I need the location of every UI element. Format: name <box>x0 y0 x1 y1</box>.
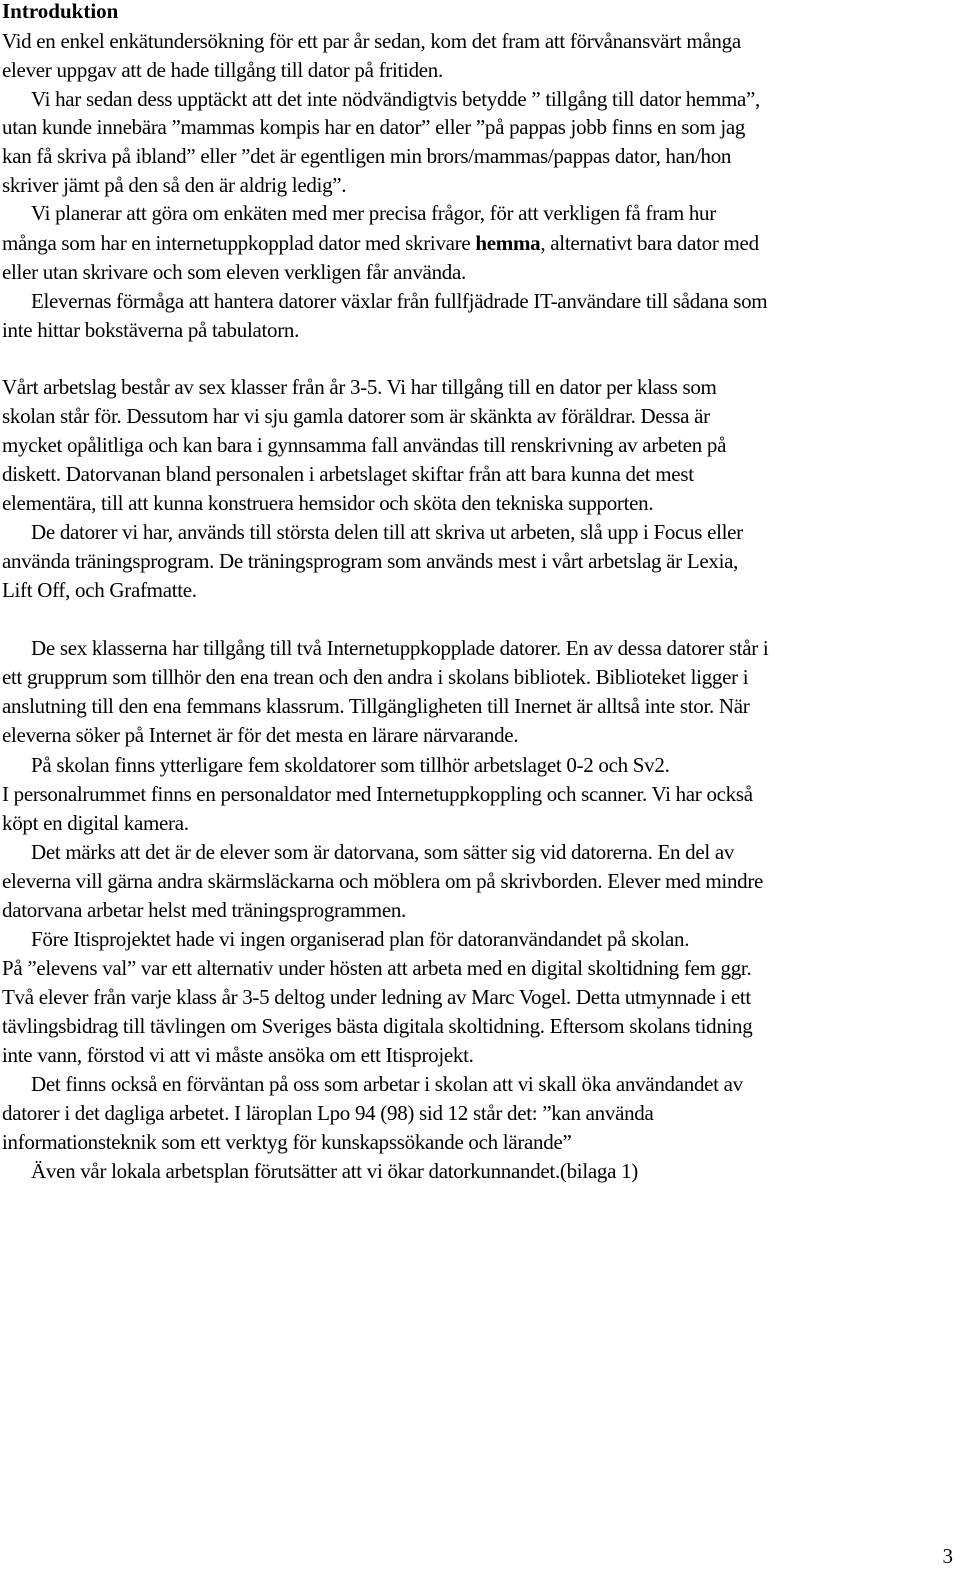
text-line: informationsteknik som ett verktyg för kunskapssökande och lärande” <box>2 1130 572 1154</box>
text-line: På skolan finns ytterligare fem skoldatorer som tillhör arbetslaget 0-2 och Sv2. <box>31 753 670 777</box>
section-heading: Introduktion <box>2 0 119 23</box>
text-line: använda träningsprogram. De träningsprogram som används mest i vårt arbetslag är Lexia, <box>2 549 739 573</box>
text-line: I personalrummet finns en personaldator med Internetuppkoppling och scanner. Vi har också <box>2 782 753 806</box>
text-line: tävlingsbidrag till tävlingen om Sveriges bästa digitala skoltidning. Eftersom skolans tidning <box>2 1014 753 1038</box>
text-line: eller utan skrivare och som eleven verkligen får använda. <box>2 260 466 284</box>
text-line: eleverna vill gärna andra skärmsläckarna och möblera om på skrivborden. Elever med mindre <box>2 869 764 893</box>
text-run: många som har en internetuppkopplad dator med skrivare <box>2 231 476 255</box>
text-line: elever uppgav att de hade tillgång till dator på fritiden. <box>2 58 443 82</box>
text-line: Två elever från varje klass år 3-5 deltog under ledning av Marc Vogel. Detta utmynnade i ett <box>2 985 751 1009</box>
text-line: kan få skriva på ibland” eller ”det är egentligen min brors/mammas/pappas dator, han/hon <box>2 144 732 168</box>
text-line: köpt en digital kamera. <box>2 811 189 835</box>
page-number: 3 <box>942 1544 953 1568</box>
text-line: elementära, till att kunna konstruera hemsidor och sköta den tekniska supporten. <box>2 491 654 515</box>
text-line: datorvana arbetar helst med träningsprogrammen. <box>2 898 406 922</box>
text-line: anslutning till den ena femmans klassrum. Tillgängligheten till Inernet är alltså inte stor. När <box>2 694 750 718</box>
text-line: Vi planerar att göra om enkäten med mer precisa frågor, för att verkligen få fram hur <box>31 201 716 225</box>
text-line: mycket opålitliga och kan bara i gynnsamma fall användas till renskrivning av arbeten på <box>2 433 727 457</box>
text-run: , alternativt bara dator med <box>540 231 759 255</box>
text-line: inte vann, förstod vi att vi måste ansöka om ett Itisprojekt. <box>2 1043 474 1067</box>
text-line: datorer i det dagliga arbetet. I läroplan Lpo 94 (98) sid 12 står det: ”kan använda <box>2 1101 654 1125</box>
text-line: eleverna söker på Internet är för det mesta en lärare närvarande. <box>2 723 519 747</box>
text-line <box>2 229 759 258</box>
text-line: Före Itisprojektet hade vi ingen organiserad plan för datoranvändandet på skolan. <box>31 927 690 951</box>
text-line: diskett. Datorvanan bland personalen i arbetslaget skiftar från att bara kunna det mest <box>2 462 694 486</box>
text-line: Vårt arbetslag består av sex klasser från år 3-5. Vi har tillgång till en dator per klass som <box>2 375 717 399</box>
text-line: skolan står för. Dessutom har vi sju gamla datorer som är skänkta av föräldrar. Dessa är <box>2 404 710 428</box>
text-line: De datorer vi har, används till största delen till att skriva ut arbeten, slå upp i Focus eller <box>31 520 743 544</box>
text-line: Vid en enkel enkätundersökning för ett par år sedan, kom det fram att förvånansvärt många <box>2 29 741 53</box>
text-line: På ”elevens val” var ett alternativ under hösten att arbeta med en digital skoltidning fem ggr. <box>2 956 752 980</box>
text-line: Lift Off, och Grafmatte. <box>2 578 197 602</box>
text-line: skriver jämt på den så den är aldrig ledig”. <box>2 173 347 197</box>
text-line: Det märks att det är de elever som är datorvana, som sätter sig vid datorerna. En del av <box>31 840 735 864</box>
emphasized-word: hemma <box>475 231 541 255</box>
text-line: Elevernas förmåga att hantera datorer växlar från fullfjädrade IT-användare till sådana som <box>31 289 768 313</box>
text-line: Även vår lokala arbetsplan förutsätter att vi ökar datorkunnandet.(bilaga 1) <box>31 1159 638 1183</box>
text-line: Det finns också en förväntan på oss som arbetar i skolan att vi skall öka användandet av <box>31 1072 743 1096</box>
text-line: Vi har sedan dess upptäckt att det inte nödvändigtvis betydde ” tillgång till dator hemma”, <box>31 87 760 111</box>
text-line: inte hittar bokstäverna på tabulatorn. <box>2 318 300 342</box>
text-line: utan kunde innebära ”mammas kompis har en dator” eller ”på pappas jobb finns en som jag <box>2 115 746 139</box>
text-line: De sex klasserna har tillgång till två Internetuppkopplade datorer. En av dessa datorer står i <box>31 636 769 660</box>
text-line: ett grupprum som tillhör den ena trean och den andra i skolans bibliotek. Biblioteket ligger i <box>2 665 749 689</box>
